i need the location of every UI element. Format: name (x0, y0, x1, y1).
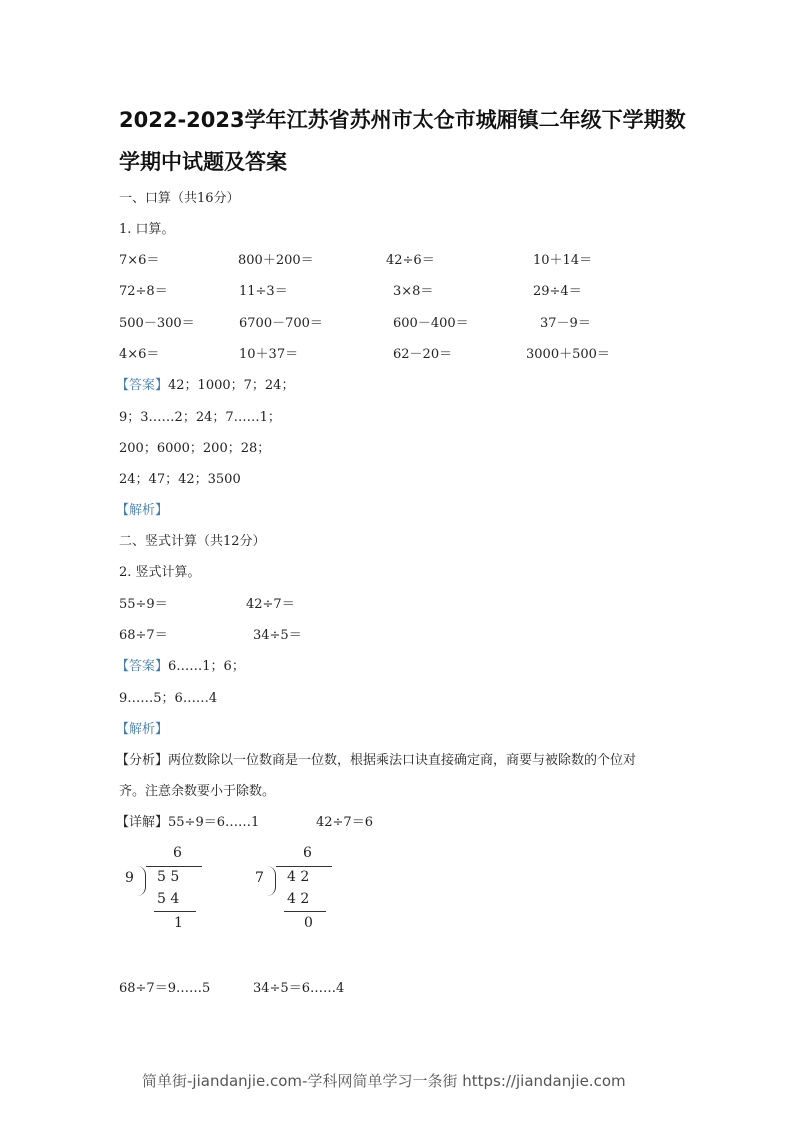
long-division-42-7 (250, 845, 340, 935)
calc-item: 7×6＝ (119, 253, 160, 268)
footer-watermark: 简单街-jiandanjie.com-学科网简单学习一条街 https://jiandanjie.com (142, 1072, 626, 1090)
calc-item: 68÷7＝ (119, 628, 168, 643)
quotient: 6 (173, 845, 182, 861)
vinculum (146, 866, 202, 867)
calc-item: 4×6＝ (119, 347, 160, 362)
quotient: 6 (303, 845, 312, 861)
analysis-tag: 【解析】 (116, 503, 169, 518)
calc-item: 800＋200＝ (238, 253, 314, 268)
calc-item: 3000＋500＝ (526, 347, 610, 362)
answer-line (116, 655, 245, 674)
product: 4 2 (287, 891, 310, 907)
analysis-tag: 【解析】 (116, 722, 169, 737)
remainder: 0 (304, 915, 313, 931)
answer-tag: 【答案】 (116, 659, 169, 674)
calc-item: 29÷4＝ (533, 284, 582, 299)
page-title-line1: 2022-2023学年江苏省苏州市太仓市城厢镇二年级下学期数 (119, 108, 686, 132)
fenxi-tag: 【分析】 (116, 753, 169, 768)
dividend: 5 5 (157, 869, 180, 885)
subtraction-line (154, 911, 196, 912)
question1-label: 1. 口算。 (119, 222, 175, 237)
calc-item: 55÷9＝ (119, 597, 168, 612)
xiangjie-tag: 【详解】 (116, 815, 169, 830)
answer-line: 200；6000；200；28； (119, 441, 271, 456)
long-division-55-9 (120, 845, 210, 935)
calc-item: 42÷6＝ (386, 253, 435, 268)
calc-item: 34÷5＝ (253, 628, 302, 643)
remainder: 1 (174, 915, 183, 931)
subtraction-line (284, 911, 326, 912)
divisor: 7 (255, 870, 264, 886)
calc-item: 500－300＝ (119, 316, 195, 331)
answer-text: 6……1；6； (168, 659, 245, 674)
dividend: 4 2 (287, 869, 310, 885)
division-bracket (267, 866, 276, 896)
product: 5 4 (157, 891, 180, 907)
section2-heading: 二、竖式计算（共12分） (119, 534, 266, 549)
fenxi-text: 两位数除以一位数商是一位数，根据乘法口诀直接确定商，商要与被除数的个位对 (168, 753, 637, 768)
answer-line: 24；47；42；3500 (119, 472, 241, 487)
more-eq2: 34÷5＝6……4 (253, 981, 345, 996)
calc-item: 6700－700＝ (239, 316, 323, 331)
calc-item: 11÷3＝ (239, 284, 288, 299)
division-bracket (137, 866, 146, 896)
xiangjie-eq1: 55÷9＝6……1 (168, 815, 260, 830)
calc-item: 600－400＝ (393, 316, 469, 331)
page-title-line2: 学期中试题及答案 (119, 150, 287, 174)
xiangjie-line (116, 811, 259, 830)
answer-line: 9；3……2；24；7……1； (119, 410, 281, 425)
calc-item: 37－9＝ (540, 316, 591, 331)
calc-item: 72÷8＝ (119, 284, 168, 299)
answer-tag: 【答案】 (116, 378, 169, 393)
answer-line (116, 374, 294, 393)
answer-text: 42；1000；7；24； (168, 378, 295, 393)
calc-item: 10＋37＝ (239, 347, 299, 362)
more-eq1: 68÷7＝9……5 (119, 981, 211, 996)
section1-heading: 一、口算（共16分） (119, 191, 240, 206)
calc-item: 62－20＝ (393, 347, 453, 362)
fenxi-line (116, 749, 636, 768)
calc-item: 3×8＝ (393, 284, 434, 299)
divisor: 9 (125, 870, 134, 886)
calc-item: 42÷7＝ (246, 597, 295, 612)
question2-label: 2. 竖式计算。 (119, 565, 201, 580)
xiangjie-eq2: 42÷7＝6 (316, 815, 373, 830)
fenxi-line: 齐。注意余数要小于除数。 (119, 784, 276, 799)
calc-item: 10＋14＝ (533, 253, 593, 268)
answer-line: 9……5；6……4 (119, 691, 218, 706)
vinculum (276, 866, 332, 867)
